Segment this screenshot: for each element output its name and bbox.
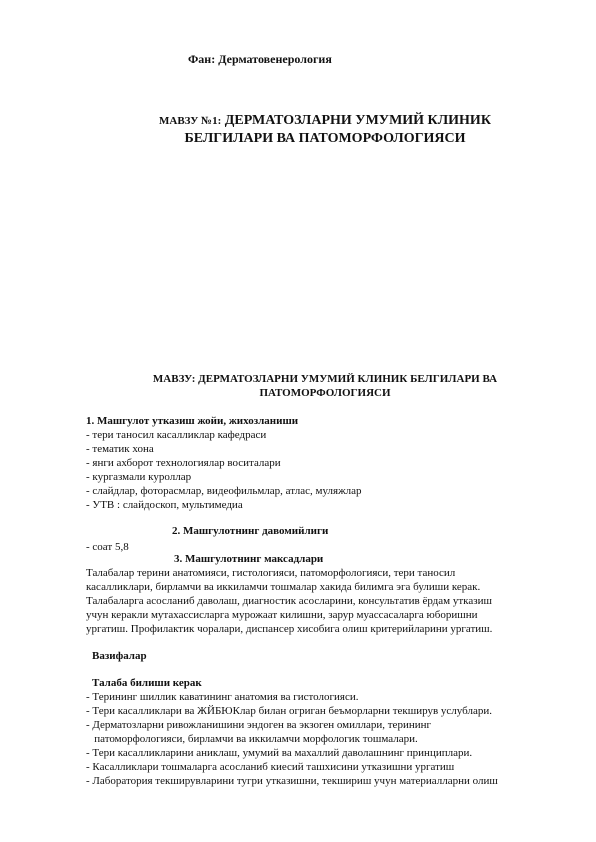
section-goals-heading: 3. Машгулотнинг максадлари: [174, 553, 324, 565]
knowledge-item: патоморфологияси, бирламчи ва иккиламчи морфологик тошмалари.: [86, 733, 418, 745]
knowledge-item: - Тери касалликларини аниклаш, умумий ва махаллий даволашнинг принциплари.: [86, 747, 473, 759]
topic-title-text-1: ДЕРМАТОЗЛАРНИ УМУМИЙ КЛИНИК: [224, 113, 491, 128]
topic-subtitle-line-1: МАВЗУ: ДЕРМАТОЗЛАРНИ УМУМИЙ КЛИНИК БЕЛГИЛАРИ ВА: [152, 373, 498, 385]
knowledge-item: - Дерматозларни ривожланишини эндоген ва экзоген омиллари, терининг: [86, 719, 432, 731]
section-goals: [86, 552, 562, 636]
section-duration-heading: 2. Машгулотнинг давомийлиги: [172, 525, 329, 537]
list-item: - кургазмали куроллар: [86, 471, 192, 483]
knowledge-item: - Терининг шиллик каватининг анатомия ва гистологияси.: [86, 691, 359, 703]
goals-line: Талабалар терини анатомияси, гистологияси, патоморфологияси, тери таносил: [86, 567, 456, 579]
list-item: - янги ахборот технологиялар воситалари: [86, 457, 281, 469]
section-duration-value: - соат 5,8: [86, 541, 129, 553]
section-duration: [86, 524, 562, 554]
goals-line: касалликлари, бирламчи ва иккиламчи тошмалар хакида билимга эга булиши керак.: [86, 581, 481, 593]
goals-line: ургатиш. Профилактик чоралари, диспансер хисобига олиш критерийларини ургатиш.: [86, 623, 493, 635]
tasks-heading: Вазифалар: [92, 650, 147, 662]
topic-title-line-2: БЕЛГИЛАРИ ВА ПАТОМОРФОЛОГИЯСИ: [184, 131, 466, 146]
topic-title-line-1: [90, 112, 560, 130]
list-item: - слайдлар, фоторасмлар, видеофильмлар, атлас, муляжлар: [86, 485, 362, 497]
knowledge-item: - Тери касалликлари ва ЖЙБЮКлар билан огриган беъморларни текширув услублари.: [86, 705, 492, 717]
list-item: - тери таносил касалликлар кафедраси: [86, 429, 267, 441]
knowledge-item: - Касалликлари тошмаларга асосланиб киесий ташхисини утказишни ургатиш: [86, 761, 455, 773]
list-item: - УТВ : слайдоскоп, мультимедиа: [86, 499, 243, 511]
list-item: - тематик хона: [86, 443, 154, 455]
section-location: [86, 414, 562, 512]
goals-line: Талабаларга асосланиб даволаш, диагностик асосларини, консультатив ёрдам утказиш: [86, 595, 492, 607]
student-knowledge-heading: Талаба билиши керак: [92, 677, 202, 689]
subject-title: Фан: Дерматовенерология: [188, 52, 332, 66]
knowledge-item: - Лаборатория текширувларини тугри утказишни, текшириш учун материалларни олиш: [86, 775, 498, 787]
topic-subtitle: [100, 372, 550, 400]
student-knowledge-section: [86, 676, 562, 788]
goals-line: учун керакли мутахассисларга мурожаат килишни, зарур муассасаларга юборишни: [86, 609, 478, 621]
tasks-section: [86, 649, 562, 663]
topic-title: [90, 112, 560, 148]
topic-subtitle-line-2: ПАТОМОРФОЛОГИЯСИ: [259, 387, 391, 399]
section-location-heading: 1. Машгулот утказиш жойи, жихозланиши: [86, 415, 299, 427]
topic-number: МАВЗУ №1:: [159, 115, 222, 127]
